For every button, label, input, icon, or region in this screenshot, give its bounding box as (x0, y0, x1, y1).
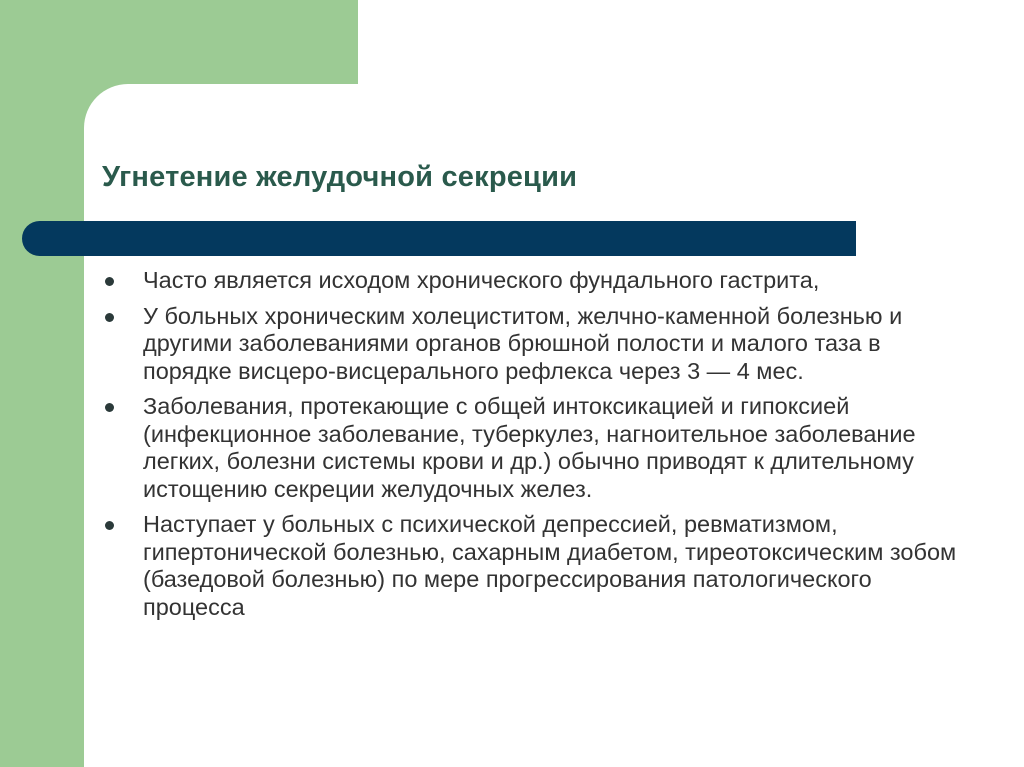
bullet-text: Заболевания, протекающие с общей интоксикацией и гипоксией (инфекционное заболевание, туберкулез, нагноительное заболевание легких, болезни системы крови и др.) обычно приводят к длительному истощению секреции желудочных желез. (143, 393, 916, 502)
bullet-text: У больных хроническим холециститом, желчно-каменной болезнью и другими заболеваниями органов брюшной полости и малого таза в порядке висцеро-висцерального рефлекса через 3 — 4 мес. (143, 302, 903, 384)
bullet-dot-icon (105, 277, 114, 286)
bullet-dot-icon (105, 403, 114, 412)
bullet-item (100, 511, 970, 621)
bullet-text: Часто является исходом хронического фундального гастрита, (143, 267, 820, 293)
bullet-text: Наступает у больных с психической депрессией, ревматизмом, гипертонической болезнью, сахарным диабетом, тиреотоксическим зобом (базедовой болезнью) по мере прогрессирования патологического процесса (143, 511, 957, 620)
title-underline-bar (22, 221, 856, 256)
bullet-dot-icon (105, 521, 114, 530)
bullet-list (100, 267, 970, 629)
slide-title: Угнетение желудочной секреции (102, 161, 578, 193)
bullet-item (100, 393, 970, 503)
bullet-dot-icon (105, 313, 114, 322)
bullet-item (100, 303, 970, 386)
bullet-item (100, 267, 970, 295)
